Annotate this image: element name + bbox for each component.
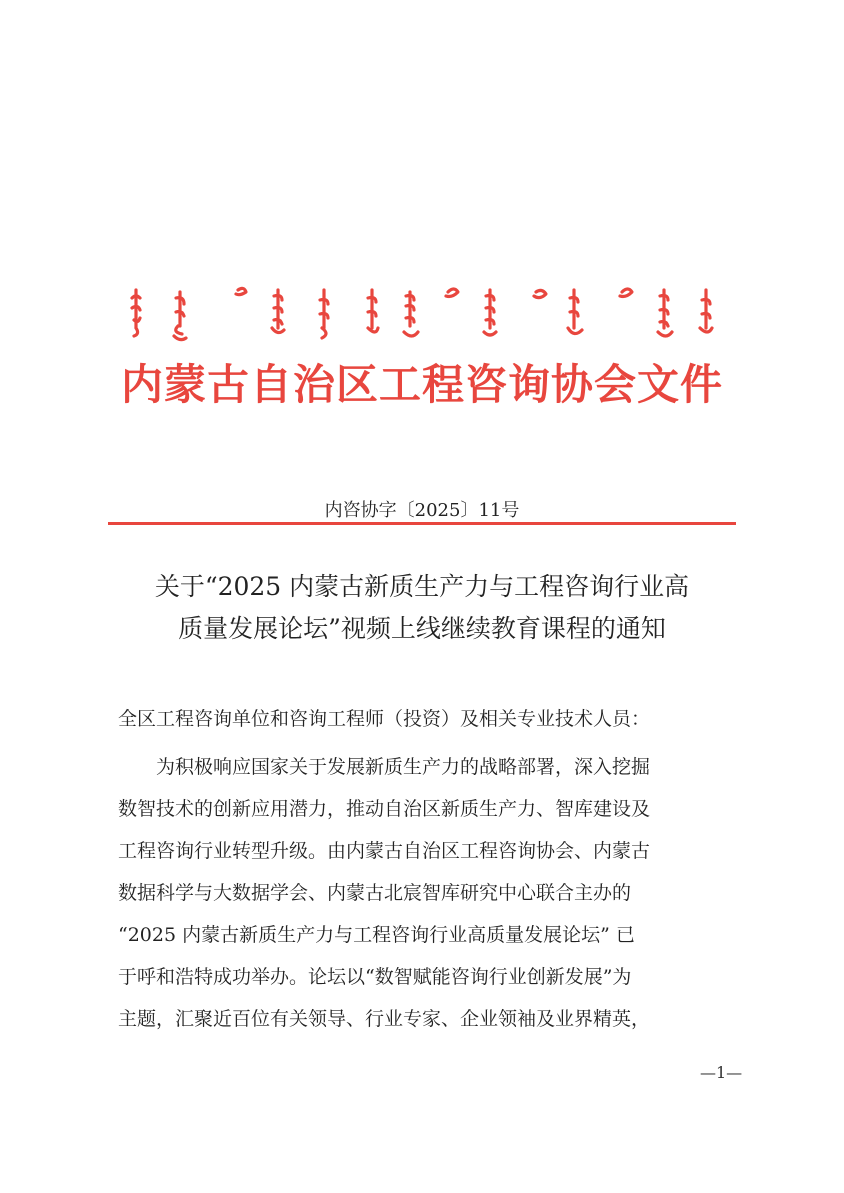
body-paragraph: [118, 746, 758, 1040]
document-number: 内咨协字〔2025〕11号: [324, 500, 520, 521]
red-divider-line: [108, 522, 736, 525]
page-number: —1—: [700, 1063, 743, 1082]
body-line: 数智技术的创新应用潜力，推动自治区新质生产力、智库建设及: [118, 798, 651, 820]
mongolian-script-icon: [128, 284, 718, 344]
mongolian-script-header: [128, 284, 718, 344]
body-line: 工程咨询行业转型升级。由内蒙古自治区工程咨询协会、内蒙古: [118, 840, 651, 862]
title-line-2: 质量发展论坛”视频上线继续教育课程的通知: [178, 614, 666, 643]
body-line: 于呼和浩特成功举办。论坛以“数智赋能咨询行业创新发展”为: [118, 966, 632, 988]
body-line: 数据科学与大数据学会、内蒙古北宸智库研究中心联合主办的: [118, 882, 632, 904]
notice-title: [90, 566, 754, 650]
organization-file-title: 内蒙古自治区工程咨询协会文件: [120, 360, 723, 409]
body-line: 主题，汇聚近百位有关领导、行业专家、企业领袖及业界精英，: [118, 1008, 651, 1030]
body-line: 为积极响应国家关于发展新质生产力的战略部署，深入挖掘: [156, 756, 651, 778]
body-line: “2025 内蒙古新质生产力与工程咨询行业高质量发展论坛” 已: [118, 924, 635, 946]
salutation: 全区工程咨询单位和咨询工程师（投资）及相关专业技术人员：: [118, 708, 651, 730]
title-line-1: 关于“2025 内蒙古新质生产力与工程咨询行业高: [154, 572, 690, 601]
